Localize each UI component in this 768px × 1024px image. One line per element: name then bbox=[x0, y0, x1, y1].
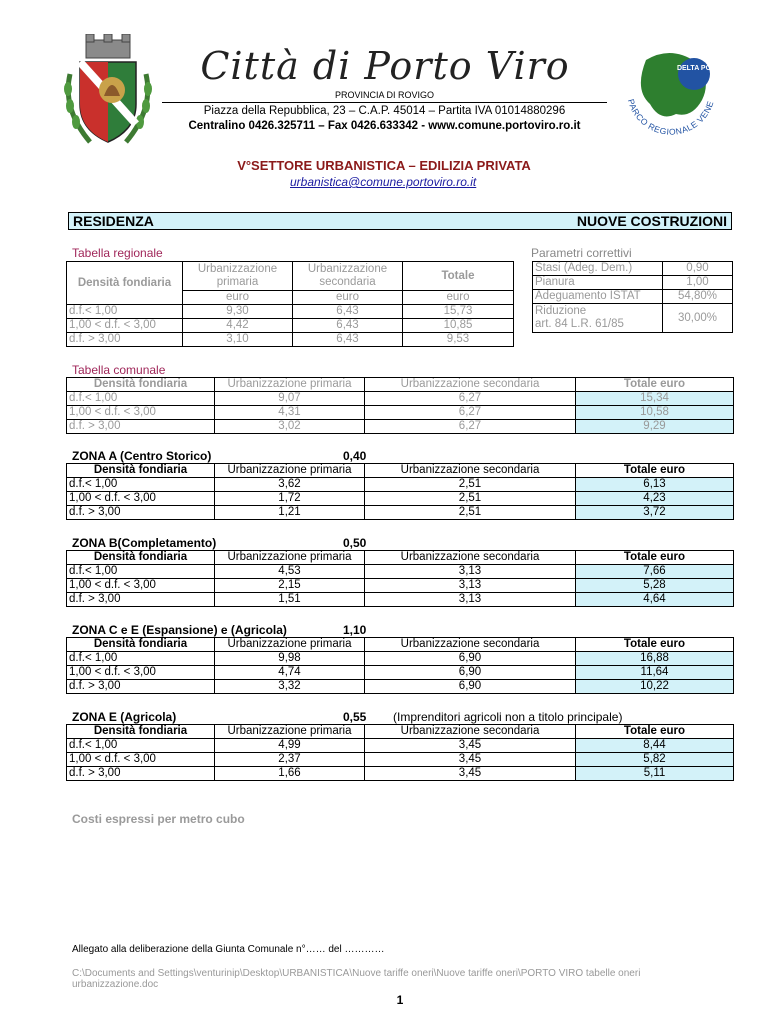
param-value: 0,90 bbox=[663, 262, 733, 276]
delta-po-park-logo bbox=[616, 40, 726, 150]
zone-col-density: Densità fondiaria bbox=[67, 551, 215, 565]
density-cell: 1,00 < d.f. < 3,00 bbox=[67, 753, 215, 767]
primary-cell: 3,32 bbox=[215, 680, 365, 694]
secondary-cell: 6,90 bbox=[365, 680, 576, 694]
secondary-cell: 2,51 bbox=[365, 478, 576, 492]
zone-col-density: Densità fondiaria bbox=[67, 638, 215, 652]
comunale-col-primary: Urbanizzazione primaria bbox=[215, 378, 365, 392]
zone-col-secondary: Urbanizzazione secondaria bbox=[365, 725, 576, 739]
total-cell: 9,53 bbox=[403, 333, 514, 347]
province-label: PROVINCIA DI ROVIGO bbox=[334, 90, 435, 100]
params-table bbox=[532, 261, 733, 333]
table-row bbox=[67, 406, 734, 420]
primary-cell: 4,99 bbox=[215, 739, 365, 753]
table-row bbox=[67, 392, 734, 406]
density-cell: d.f. > 3,00 bbox=[67, 333, 183, 347]
reduction-line-1: Riduzione bbox=[535, 305, 587, 317]
density-cell: d.f. > 3,00 bbox=[67, 680, 215, 694]
primary-cell: 9,30 bbox=[183, 305, 293, 319]
param-name: Stasi (Adeg. Dem.) bbox=[533, 262, 663, 276]
table-row bbox=[67, 593, 734, 607]
table-row bbox=[533, 276, 733, 290]
zone-col-secondary: Urbanizzazione secondaria bbox=[365, 464, 576, 478]
total-cell: 3,72 bbox=[576, 506, 734, 520]
costi-note: Costi espressi per metro cubo bbox=[72, 812, 245, 826]
zone-note: (Imprenditori agricoli non a titolo principale) bbox=[393, 710, 623, 724]
zone-col-total: Totale euro bbox=[576, 464, 734, 478]
table-row bbox=[533, 262, 733, 276]
city-title: Città di Porto Viro bbox=[200, 44, 570, 88]
primary-cell: 3,10 bbox=[183, 333, 293, 347]
comunale-col-density: Densità fondiaria bbox=[67, 378, 215, 392]
zone-table bbox=[66, 463, 734, 520]
primary-cell: 1,72 bbox=[215, 492, 365, 506]
table-row bbox=[67, 666, 734, 680]
density-cell: d.f. > 3,00 bbox=[67, 593, 215, 607]
zone-col-secondary: Urbanizzazione secondaria bbox=[365, 638, 576, 652]
table-row bbox=[533, 290, 733, 304]
regional-unit: euro bbox=[293, 291, 403, 305]
primary-cell: 2,37 bbox=[215, 753, 365, 767]
address-line: Piazza della Repubblica, 23 – C.A.P. 45014 – Partita IVA 01014880296 bbox=[203, 105, 566, 117]
param-value: 1,00 bbox=[663, 276, 733, 290]
secondary-cell: 6,43 bbox=[293, 319, 403, 333]
reduction-line-2: art. 84 L.R. 61/85 bbox=[535, 318, 624, 330]
total-cell: 7,66 bbox=[576, 565, 734, 579]
table-row bbox=[67, 478, 734, 492]
density-cell: d.f.< 1,00 bbox=[67, 478, 215, 492]
primary-cell: 4,74 bbox=[215, 666, 365, 680]
regional-table-label: Tabella regionale bbox=[72, 246, 163, 260]
secondary-cell: 6,90 bbox=[365, 652, 576, 666]
regional-unit: euro bbox=[403, 291, 514, 305]
table-row bbox=[67, 492, 734, 506]
density-cell: d.f.< 1,00 bbox=[67, 652, 215, 666]
total-cell: 4,64 bbox=[576, 593, 734, 607]
zone-coefficient: 0,40 bbox=[343, 449, 367, 463]
primary-cell: 1,66 bbox=[215, 767, 365, 781]
regional-col-density: Densità fondiaria bbox=[67, 262, 183, 305]
zone-col-primary: Urbanizzazione primaria bbox=[215, 638, 365, 652]
secondary-cell: 3,13 bbox=[365, 565, 576, 579]
table-row bbox=[67, 579, 734, 593]
total-cell: 10,58 bbox=[576, 406, 734, 420]
density-cell: 1,00 < d.f. < 3,00 bbox=[67, 319, 183, 333]
allegato-note: Allegato alla deliberazione della Giunta Comunale n°…… del ………… bbox=[72, 944, 385, 955]
banner-left: RESIDENZA bbox=[73, 213, 154, 229]
zone-col-density: Densità fondiaria bbox=[67, 725, 215, 739]
zone-col-primary: Urbanizzazione primaria bbox=[215, 551, 365, 565]
secondary-cell: 3,13 bbox=[365, 593, 576, 607]
zone-title: ZONA B(Completamento) bbox=[72, 536, 217, 550]
park-logo-caption: PARCO REGIONALE VENE bbox=[625, 97, 716, 137]
primary-cell: 3,02 bbox=[215, 420, 365, 434]
zone-col-total: Totale euro bbox=[576, 638, 734, 652]
header-rule bbox=[162, 102, 607, 103]
secondary-cell: 6,90 bbox=[365, 666, 576, 680]
primary-cell: 4,42 bbox=[183, 319, 293, 333]
settore-title: V°SETTORE URBANISTICA – EDILIZIA PRIVATA bbox=[237, 158, 531, 173]
secondary-cell: 6,27 bbox=[365, 392, 576, 406]
table-row bbox=[67, 652, 734, 666]
regional-unit: euro bbox=[183, 291, 293, 305]
primary-cell: 1,51 bbox=[215, 593, 365, 607]
table-row bbox=[67, 767, 734, 781]
contacts-line: Centralino 0426.325711 – Fax 0426.633342 - www.comune.portoviro.ro.it bbox=[188, 120, 581, 132]
primary-cell: 9,07 bbox=[215, 392, 365, 406]
density-cell: 1,00 < d.f. < 3,00 bbox=[67, 579, 215, 593]
secondary-cell: 6,43 bbox=[293, 333, 403, 347]
density-cell: d.f. > 3,00 bbox=[67, 506, 215, 520]
zone-table bbox=[66, 637, 734, 694]
table-row bbox=[67, 305, 514, 319]
table-row bbox=[67, 506, 734, 520]
file-path: C:\Documents and Settings\venturinip\Desktop\URBANISTICA\Nuove tariffe oneri\Nuove tariffe oneri\PORTO VIRO tabelle oneri urbanizzazione.doc bbox=[72, 968, 641, 990]
banner-right: NUOVE COSTRUZIONI bbox=[576, 213, 727, 229]
zone-table bbox=[66, 550, 734, 607]
param-name-reduction bbox=[533, 304, 663, 333]
zone-title: ZONA C e E (Espansione) e (Agricola) bbox=[72, 623, 287, 637]
total-cell: 9,29 bbox=[576, 420, 734, 434]
total-cell: 6,13 bbox=[576, 478, 734, 492]
city-crest-logo bbox=[60, 34, 156, 152]
table-row bbox=[67, 753, 734, 767]
table-row bbox=[67, 420, 734, 434]
primary-cell: 1,21 bbox=[215, 506, 365, 520]
param-value: 54,80% bbox=[663, 290, 733, 304]
density-cell: d.f.< 1,00 bbox=[67, 392, 215, 406]
zone-coefficient: 0,55 bbox=[343, 710, 367, 724]
total-cell: 10,85 bbox=[403, 319, 514, 333]
table-row bbox=[67, 680, 734, 694]
total-cell: 15,34 bbox=[576, 392, 734, 406]
secondary-cell: 6,27 bbox=[365, 420, 576, 434]
zone-title: ZONA A (Centro Storico) bbox=[72, 449, 212, 463]
secondary-cell: 6,27 bbox=[365, 406, 576, 420]
section-banner bbox=[68, 212, 732, 230]
zone-col-primary: Urbanizzazione primaria bbox=[215, 464, 365, 478]
comunale-col-secondary: Urbanizzazione secondaria bbox=[365, 378, 576, 392]
param-name: Pianura bbox=[533, 276, 663, 290]
zone-coefficient: 0,50 bbox=[343, 536, 367, 550]
density-cell: d.f. > 3,00 bbox=[67, 767, 215, 781]
zone-coefficient: 1,10 bbox=[343, 623, 367, 637]
zone-col-secondary: Urbanizzazione secondaria bbox=[365, 551, 576, 565]
density-cell: d.f.< 1,00 bbox=[67, 565, 215, 579]
param-value: 30,00% bbox=[663, 304, 733, 333]
zone-col-total: Totale euro bbox=[576, 551, 734, 565]
delta-logo-text: DELTA PO bbox=[676, 65, 712, 72]
density-cell: 1,00 < d.f. < 3,00 bbox=[67, 492, 215, 506]
primary-cell: 9,98 bbox=[215, 652, 365, 666]
density-cell: d.f.< 1,00 bbox=[67, 305, 183, 319]
primary-cell: 2,15 bbox=[215, 579, 365, 593]
regional-col-primary: Urbanizzazione primaria bbox=[183, 262, 293, 291]
zone-col-density: Densità fondiaria bbox=[67, 464, 215, 478]
regional-table bbox=[66, 261, 514, 347]
density-cell: 1,00 < d.f. < 3,00 bbox=[67, 406, 215, 420]
total-cell: 16,88 bbox=[576, 652, 734, 666]
comunale-table bbox=[66, 377, 734, 434]
settore-email-link[interactable]: urbanistica@comune.portoviro.ro.it bbox=[290, 175, 477, 189]
zone-title: ZONA E (Agricola) bbox=[72, 710, 177, 724]
total-cell: 5,28 bbox=[576, 579, 734, 593]
table-row bbox=[533, 304, 733, 333]
density-cell: d.f.< 1,00 bbox=[67, 739, 215, 753]
page-number: 1 bbox=[396, 993, 404, 1007]
param-name: Adeguamento ISTAT bbox=[533, 290, 663, 304]
total-cell: 15,73 bbox=[403, 305, 514, 319]
secondary-cell: 3,45 bbox=[365, 767, 576, 781]
secondary-cell: 3,45 bbox=[365, 753, 576, 767]
secondary-cell: 3,45 bbox=[365, 739, 576, 753]
table-row bbox=[67, 565, 734, 579]
zone-table bbox=[66, 724, 734, 781]
secondary-cell: 6,43 bbox=[293, 305, 403, 319]
primary-cell: 3,62 bbox=[215, 478, 365, 492]
comunale-table-label: Tabella comunale bbox=[72, 363, 166, 377]
total-cell: 11,64 bbox=[576, 666, 734, 680]
primary-cell: 4,53 bbox=[215, 565, 365, 579]
density-cell: d.f. > 3,00 bbox=[67, 420, 215, 434]
regional-col-total: Totale bbox=[403, 262, 514, 291]
density-cell: 1,00 < d.f. < 3,00 bbox=[67, 666, 215, 680]
total-cell: 4,23 bbox=[576, 492, 734, 506]
total-cell: 10,22 bbox=[576, 680, 734, 694]
secondary-cell: 2,51 bbox=[365, 492, 576, 506]
regional-col-secondary: Urbanizzazione secondaria bbox=[293, 262, 403, 291]
total-cell: 5,11 bbox=[576, 767, 734, 781]
zone-col-primary: Urbanizzazione primaria bbox=[215, 725, 365, 739]
zone-col-total: Totale euro bbox=[576, 725, 734, 739]
params-label: Parametri correttivi bbox=[531, 246, 632, 260]
table-row bbox=[67, 739, 734, 753]
primary-cell: 4,31 bbox=[215, 406, 365, 420]
total-cell: 8,44 bbox=[576, 739, 734, 753]
comunale-col-total: Totale euro bbox=[576, 378, 734, 392]
table-row bbox=[67, 333, 514, 347]
total-cell: 5,82 bbox=[576, 753, 734, 767]
table-row bbox=[67, 319, 514, 333]
secondary-cell: 2,51 bbox=[365, 506, 576, 520]
secondary-cell: 3,13 bbox=[365, 579, 576, 593]
